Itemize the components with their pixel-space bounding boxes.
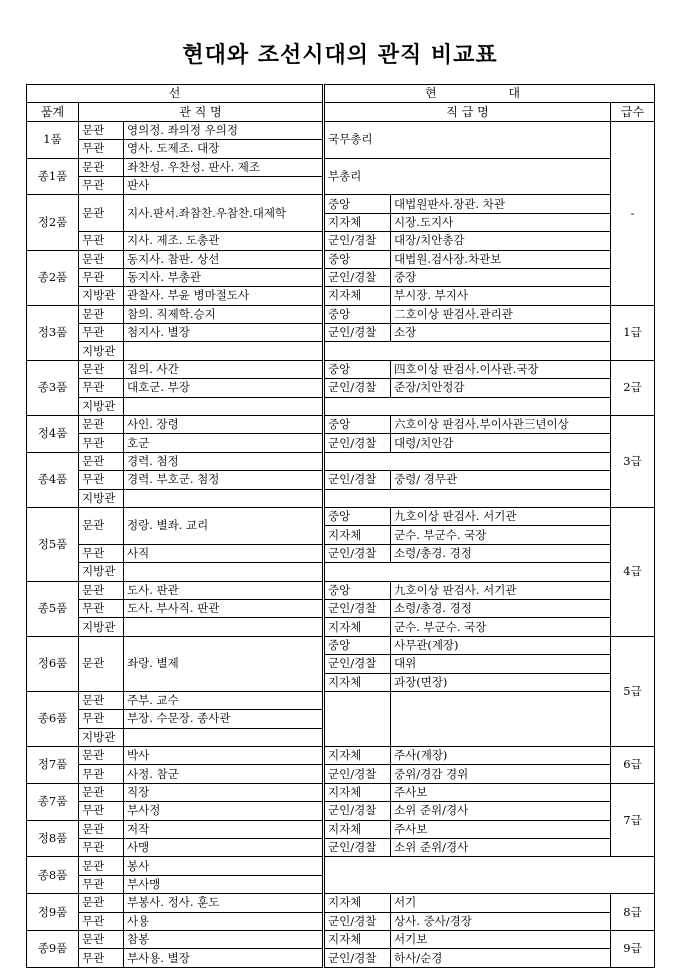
title-cell: 정랑. 별좌. 교리 [124, 507, 324, 544]
position-cell: 부시장. 부지사 [391, 287, 611, 305]
category-cell: 무관 [79, 802, 124, 820]
position-cell: 六호이상 판검사.부이사관三년이상 [391, 416, 611, 434]
table-row [27, 379, 655, 397]
category-cell: 무관 [79, 324, 124, 342]
category-cell: 무관 [79, 599, 124, 617]
title-cell: 부사맹 [124, 875, 324, 893]
rank-cell: 정9품 [27, 894, 79, 931]
table-row [27, 416, 655, 434]
org-cell: 군인/경찰 [324, 949, 391, 967]
position-cell: 소위 준위/경사 [391, 839, 611, 857]
rank-cell: 종2품 [27, 250, 79, 305]
category-cell: 무관 [79, 912, 124, 930]
grade-cell: 2급 [611, 360, 655, 415]
title-cell: 부봉사. 정사. 훈도 [124, 894, 324, 912]
table-row [27, 360, 655, 378]
org-cell: 지자체 [324, 820, 391, 838]
table-row [27, 507, 655, 525]
position-cell [391, 691, 611, 746]
category-cell: 문관 [79, 250, 124, 268]
rank-cell: 정3품 [27, 305, 79, 360]
title-cell: 집의. 사간 [124, 360, 324, 378]
title-cell: 동지사. 참판. 상선 [124, 250, 324, 268]
modern-cell [324, 397, 611, 415]
category-cell: 무관 [79, 379, 124, 397]
position-cell: 과장(면장) [391, 673, 611, 691]
table-row [27, 765, 655, 783]
rank-cell: 정6품 [27, 636, 79, 691]
category-cell: 문관 [79, 894, 124, 912]
title-cell: 박사 [124, 747, 324, 765]
org-cell: 중앙 [324, 581, 391, 599]
modern-cell [324, 563, 611, 581]
modern-cell [324, 489, 611, 507]
title-cell: 첨지사. 별장 [124, 324, 324, 342]
title-cell: 경력. 첨정 [124, 452, 324, 470]
position-cell: 소위 준위/경사 [391, 802, 611, 820]
title-cell: 좌랑. 별제 [124, 636, 324, 691]
table-row [27, 121, 655, 139]
category-cell: 문관 [79, 507, 124, 544]
category-cell: 문관 [79, 747, 124, 765]
table-row [27, 581, 655, 599]
title-cell: 봉사 [124, 857, 324, 875]
table-row [27, 434, 655, 452]
table-row [27, 930, 655, 948]
category-cell: 문관 [79, 452, 124, 470]
position-cell: 군수. 부군수. 국장 [391, 618, 611, 636]
table-row [27, 489, 655, 507]
position-cell: 군수. 부군수. 국장 [391, 526, 611, 544]
category-cell: 문관 [79, 820, 124, 838]
category-cell: 지방관 [79, 618, 124, 636]
org-cell: 지자체 [324, 673, 391, 691]
org-cell: 지자체 [324, 213, 391, 231]
title-cell: 주부. 교수 [124, 691, 324, 709]
category-cell: 문관 [79, 305, 124, 323]
position-cell: 하사/순경 [391, 949, 611, 967]
joseon-header: 선 [27, 85, 324, 103]
org-cell: 군인/경찰 [324, 912, 391, 930]
org-cell: 지자체 [324, 930, 391, 948]
org-cell: 지자체 [324, 783, 391, 801]
table-row [27, 471, 655, 489]
grade-cell: 4급 [611, 507, 655, 636]
position-cell: 사무관(계장) [391, 636, 611, 654]
page-title: 현대와 조선시대의 관직 비교표 [182, 42, 498, 68]
position-cell: 대장/치안총감 [391, 232, 611, 250]
title-cell [124, 397, 324, 415]
modern-cell [324, 857, 655, 894]
category-cell: 문관 [79, 636, 124, 691]
org-cell: 지자체 [324, 747, 391, 765]
category-cell: 문관 [79, 416, 124, 434]
org-cell: 지자체 [324, 287, 391, 305]
org-cell: 군인/경찰 [324, 232, 391, 250]
grade-cell: 1급 [611, 305, 655, 360]
grade-cell: 8급 [611, 894, 655, 931]
position-cell: 대법원.검사장.차관보 [391, 250, 611, 268]
rank-cell: 종6품 [27, 691, 79, 746]
org-cell: 중앙 [324, 195, 391, 213]
title-cell: 동지사. 부총관 [124, 268, 324, 286]
table-row [27, 599, 655, 617]
rank-cell: 종1품 [27, 158, 79, 195]
category-cell: 무관 [79, 949, 124, 967]
position-cell: 二호이상 판검사.관리관 [391, 305, 611, 323]
title-cell [124, 489, 324, 507]
title-cell: 판사 [124, 176, 324, 194]
table-row [27, 839, 655, 857]
table-row [27, 949, 655, 967]
category-cell: 무관 [79, 875, 124, 893]
category-cell: 문관 [79, 360, 124, 378]
title-cell [124, 728, 324, 746]
org-cell: 군인/경찰 [324, 655, 391, 673]
title-cell [124, 342, 324, 360]
title-cell: 영의정. 좌의정 우의정 [124, 121, 324, 139]
table-header-row [27, 103, 655, 121]
title-cell: 부사정 [124, 802, 324, 820]
title-cell: 지사.판서.좌참찬.우참찬.대제학 [124, 195, 324, 232]
org-cell: 중앙 [324, 360, 391, 378]
category-cell: 문관 [79, 195, 124, 232]
title-cell: 사맹 [124, 839, 324, 857]
rank-header: 품계 [27, 103, 79, 121]
table-row [27, 636, 655, 654]
category-cell: 무관 [79, 176, 124, 194]
position-cell: 소령/총경. 경정 [391, 544, 611, 562]
position-cell: 시장.도지사 [391, 213, 611, 231]
position-cell: 대령/치안감 [391, 434, 611, 452]
grade-cell: 5급 [611, 636, 655, 746]
category-cell: 문관 [79, 783, 124, 801]
table-row [27, 452, 655, 470]
table-row [27, 912, 655, 930]
table-row [27, 397, 655, 415]
table-row [27, 802, 655, 820]
title-cell: 호군 [124, 434, 324, 452]
table-row [27, 857, 655, 875]
org-cell: 군인/경찰 [324, 268, 391, 286]
rank-cell: 종9품 [27, 930, 79, 967]
position-cell: 소령/총경. 경정 [391, 599, 611, 617]
title-cell: 사인. 장령 [124, 416, 324, 434]
category-cell: 지방관 [79, 287, 124, 305]
position-cell: 서기보 [391, 930, 611, 948]
category-cell: 무관 [79, 544, 124, 562]
category-cell: 무관 [79, 839, 124, 857]
table-row [27, 747, 655, 765]
table-row [27, 563, 655, 581]
org-cell: 지자체 [324, 526, 391, 544]
title-cell: 사정. 참군 [124, 765, 324, 783]
table-row [27, 268, 655, 286]
category-cell: 지방관 [79, 563, 124, 581]
org-cell: 군인/경찰 [324, 471, 391, 489]
table-row [27, 232, 655, 250]
table-row [27, 820, 655, 838]
title-cell: 직장 [124, 783, 324, 801]
modern-cell [324, 342, 611, 360]
grade-header: 급수 [611, 103, 655, 121]
position-cell: 서기 [391, 894, 611, 912]
org-cell: 중앙 [324, 250, 391, 268]
position-cell: 대위 [391, 655, 611, 673]
org-cell: 지자체 [324, 894, 391, 912]
table-row [27, 342, 655, 360]
table-row [27, 691, 655, 709]
table-row [27, 305, 655, 323]
rank-cell: 종4품 [27, 452, 79, 507]
title-cell [124, 563, 324, 581]
position-cell: 중장 [391, 268, 611, 286]
table-row [27, 783, 655, 801]
category-cell: 문관 [79, 121, 124, 139]
grade-cell: - [611, 121, 655, 305]
position-cell: 주사보 [391, 820, 611, 838]
org-cell: 중앙 [324, 507, 391, 525]
rank-cell: 1품 [27, 121, 79, 158]
org-cell [324, 691, 391, 746]
position-cell: 주사(계장) [391, 747, 611, 765]
position-cell: 九호이상 판검사. 서기관 [391, 581, 611, 599]
rank-cell: 종5품 [27, 581, 79, 636]
category-cell: 지방관 [79, 489, 124, 507]
title-cell: 관찰사. 부윤 병마절도사 [124, 287, 324, 305]
grade-cell: 6급 [611, 747, 655, 784]
title-cell: 부사용. 별장 [124, 949, 324, 967]
table-row [27, 324, 655, 342]
modern-cell: 부총리 [324, 158, 611, 195]
table-row [27, 544, 655, 562]
title-header: 관 직 명 [79, 103, 324, 121]
title-cell: 도사. 판관 [124, 581, 324, 599]
org-cell: 중앙 [324, 636, 391, 654]
category-cell: 문관 [79, 691, 124, 709]
table-row [27, 195, 655, 213]
org-cell: 군인/경찰 [324, 599, 391, 617]
rank-cell: 정2품 [27, 195, 79, 250]
table-header-row [27, 85, 655, 103]
org-cell: 군인/경찰 [324, 839, 391, 857]
title-cell: 참의. 직제학.승지 [124, 305, 324, 323]
category-cell: 문관 [79, 581, 124, 599]
org-cell: 군인/경찰 [324, 324, 391, 342]
position-cell: 九호이상 판검사. 서기관 [391, 507, 611, 525]
rank-cell: 정5품 [27, 507, 79, 581]
category-cell: 문관 [79, 930, 124, 948]
title-cell: 사용 [124, 912, 324, 930]
category-cell: 지방관 [79, 728, 124, 746]
title-cell [124, 618, 324, 636]
category-cell: 문관 [79, 857, 124, 875]
rank-cell: 정7품 [27, 747, 79, 784]
position-cell: 상사. 중사/경장 [391, 912, 611, 930]
position-cell: 소장 [391, 324, 611, 342]
org-cell: 중앙 [324, 416, 391, 434]
comparison-table [26, 84, 655, 968]
position-cell: 대법원판사.장관. 차관 [391, 195, 611, 213]
rank-cell: 종3품 [27, 360, 79, 415]
rank-cell: 종7품 [27, 783, 79, 820]
title-cell: 저작 [124, 820, 324, 838]
title-cell: 대호군. 부장 [124, 379, 324, 397]
category-cell: 무관 [79, 140, 124, 158]
table-row [27, 287, 655, 305]
org-cell: 군인/경찰 [324, 544, 391, 562]
category-cell: 지방관 [79, 342, 124, 360]
rank-cell: 종8품 [27, 857, 79, 894]
modern-cell [324, 452, 611, 470]
org-cell: 군인/경찰 [324, 379, 391, 397]
org-cell: 중앙 [324, 305, 391, 323]
org-cell: 지자체 [324, 618, 391, 636]
table-row [27, 250, 655, 268]
grade-cell: 9급 [611, 930, 655, 967]
org-cell: 군인/경찰 [324, 802, 391, 820]
category-cell: 지방관 [79, 397, 124, 415]
rank-cell: 정8품 [27, 820, 79, 857]
position-cell: 주사보 [391, 783, 611, 801]
title-cell: 사직 [124, 544, 324, 562]
title-cell: 영사. 도제조. 대장 [124, 140, 324, 158]
modern-cell: 국무총리 [324, 121, 611, 158]
rank-cell: 정4품 [27, 416, 79, 453]
category-cell: 무관 [79, 710, 124, 728]
table-row [27, 158, 655, 176]
org-cell: 군인/경찰 [324, 765, 391, 783]
grade-cell: 7급 [611, 783, 655, 857]
category-cell: 문관 [79, 158, 124, 176]
position-cell: 四호이상 판검사.이사관.국장 [391, 360, 611, 378]
title-cell: 지사. 제조. 도총관 [124, 232, 324, 250]
position-header: 직 급 명 [324, 103, 611, 121]
category-cell: 무관 [79, 765, 124, 783]
position-cell: 중위/경감 경위 [391, 765, 611, 783]
category-cell: 무관 [79, 268, 124, 286]
modern-header: 현 대 [324, 85, 655, 103]
org-cell: 군인/경찰 [324, 434, 391, 452]
table-row [27, 618, 655, 636]
category-cell: 무관 [79, 471, 124, 489]
title-cell: 좌찬성. 우찬성. 판사. 제조 [124, 158, 324, 176]
category-cell: 무관 [79, 434, 124, 452]
grade-cell: 3급 [611, 416, 655, 508]
position-cell: 준장/치안정감 [391, 379, 611, 397]
title-cell: 경력. 부호군. 첨정 [124, 471, 324, 489]
table-row [27, 894, 655, 912]
position-cell: 중령/ 경무관 [391, 471, 611, 489]
title-cell: 도사. 부사직. 판관 [124, 599, 324, 617]
title-cell: 참봉 [124, 930, 324, 948]
title-cell: 부장. 수문장. 종사관 [124, 710, 324, 728]
category-cell: 무관 [79, 232, 124, 250]
